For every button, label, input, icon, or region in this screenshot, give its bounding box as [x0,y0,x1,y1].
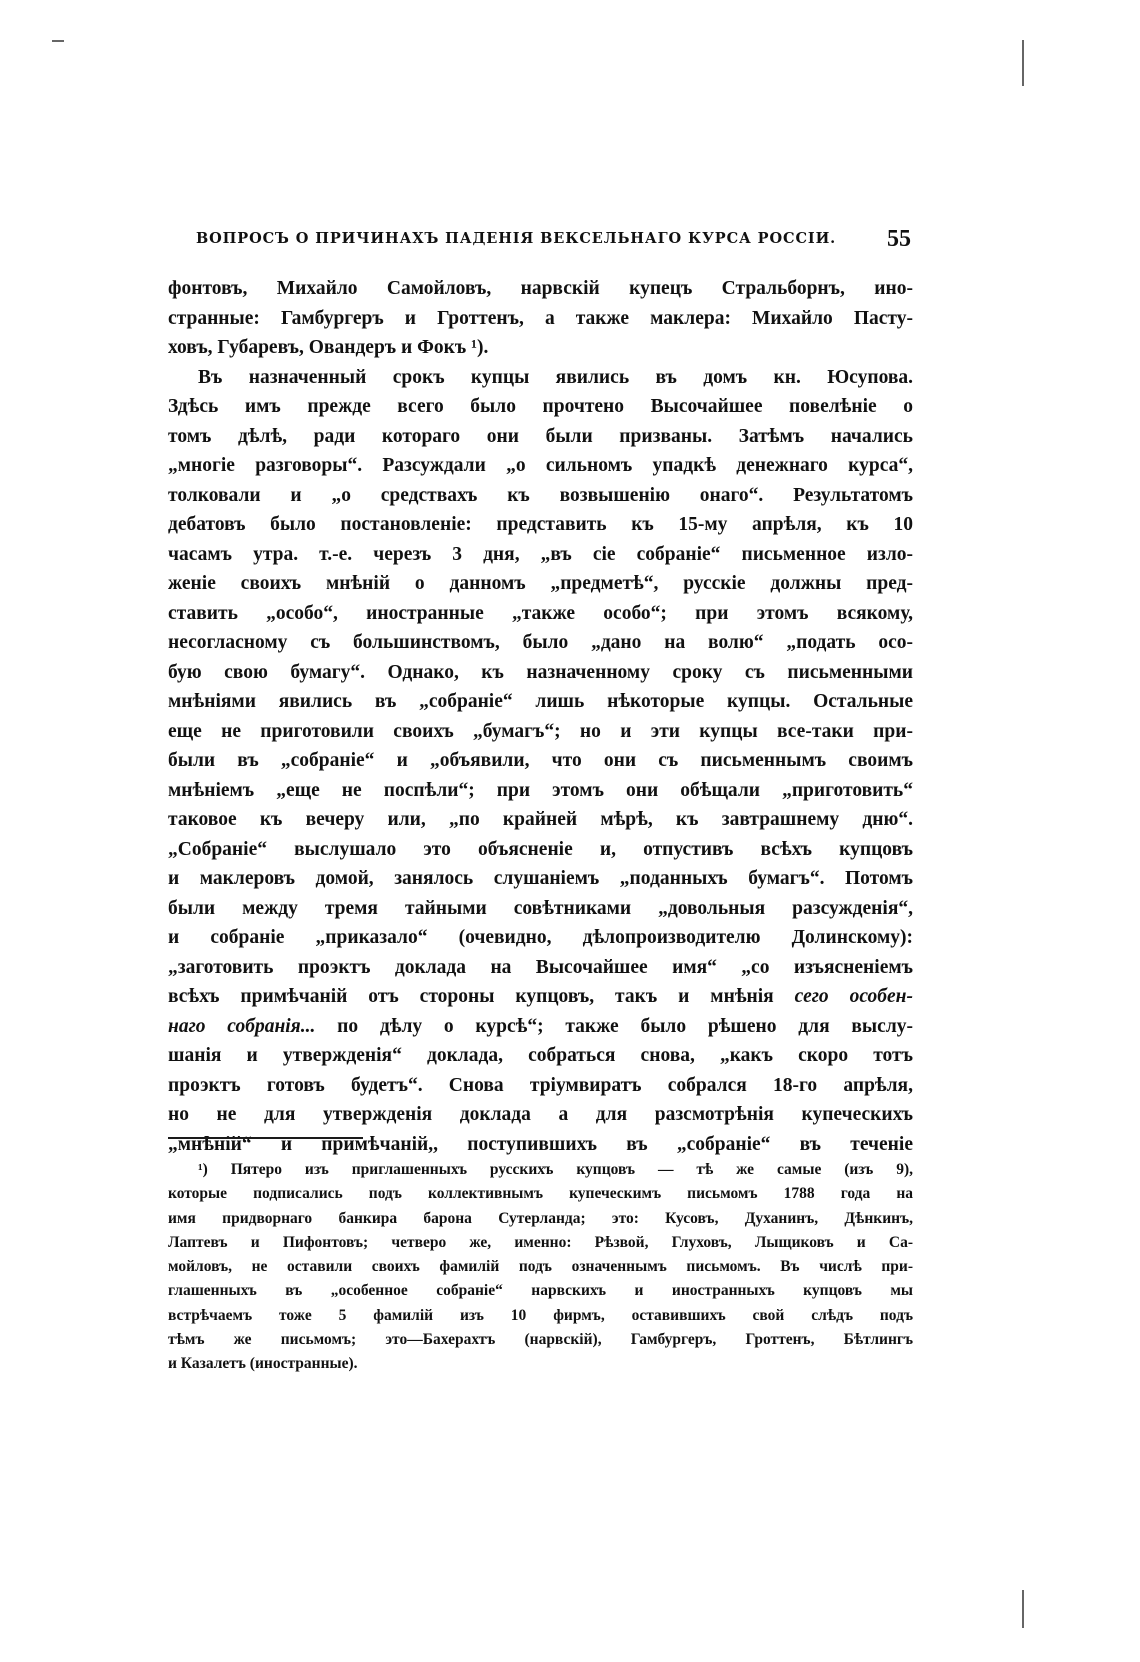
text-line: проэктъ готовъ будетъ“. Снова тріумвиратъ собрался 18-го апрѣля, [168,1074,913,1096]
right-margin-mark-bottom [1022,1590,1024,1628]
text-line: были въ „собраніе“ и „объявили, что они съ письменнымъ своимъ [168,750,913,771]
text-line: еще не приготовили своихъ „бумагъ“; но и эти купцы все-таки при- [168,720,913,742]
footnote-line: встрѣчаемъ тоже 5 фамилій изъ 10 фирмъ, оставившихъ свой слѣдъ подъ [168,1306,913,1324]
text-line-with-italic [168,982,913,1012]
footnote-line: Лаптевъ и Пифонтовъ; четверо же, именно: Рѣзвой, Глуховъ, Лыщиковъ и Са- [168,1233,913,1251]
text-line-with-italic [168,1012,913,1042]
footnote [168,1158,913,1377]
text-line: женіе своихъ мнѣній о данномъ „предметѣ“, русскіе должны пред- [168,573,913,594]
text-line: и маклеровъ домой, занялось слушаніемъ „поданныхъ бумагъ“. Потомъ [168,868,913,889]
page-number: 55 [887,226,911,252]
italic-fragment: сего особен- [794,986,913,1007]
text-line: „Собраніе“ выслушало это объясненіе и, отпустивъ всѣхъ купцовъ [168,838,913,860]
text-line: и собраніе „приказало“ (очевидно, дѣлопроизводителю Долинскому): [168,927,913,948]
text-line: толковали и „о средствахъ къ возвышенію онаго“. Результатомъ [168,484,913,506]
text-fragment: всѣхъ примѣчаній отъ стороны купцовъ, такъ и мнѣнія [168,986,795,1007]
text-line: шанія и утвержденія“ доклада, собраться снова, „какъ скоро тотъ [168,1045,913,1066]
text-line: Здѣсь имъ прежде всего было прочтено Высочайшее повелѣніе о [168,396,913,417]
footnote-line: имя придворнаго банкира барона Сутерланда; это: Кусовъ, Духанинъ, Дѣнкинъ, [168,1209,913,1227]
footnote-line: мойловъ, не оставили своихъ фамилій подъ означеннымъ письмомъ. Въ числѣ при- [168,1258,913,1276]
text-line: дебатовъ было постановленіе: представить къ 15-му апрѣля, къ 10 [168,514,913,535]
footnote-line: глашенныхъ въ „особенное собраніе“ нарвскихъ и иностранныхъ купцовъ мы [168,1282,913,1300]
text-line: Въ назначенный срокъ купцы явились въ домъ кн. Юсупова. [198,366,913,388]
text-line: фонтовъ, Михайло Самойловъ, нарвскій купецъ Стральборнъ, ино- [168,278,913,299]
footnote-separator [168,1137,363,1139]
text-line: несогласному съ большинствомъ, было „дано на волю“ „подать осо- [168,632,913,653]
text-line: часамъ утра. т.-е. черезъ 3 дня, „въ сіе собраніе“ письменное изло- [168,543,913,565]
running-header [196,226,911,256]
text-line: таковое къ вечеру или, „по крайней мѣрѣ, къ завтрашнему дню“. [168,809,913,830]
text-line: ставить „особо“, иностранные „также особо“; при этомъ всякому, [168,602,913,624]
right-margin-mark-top [1022,40,1024,86]
text-line: „заготовить проэктъ доклада на Высочайшее имя“ „со изъясненіемъ [168,956,913,978]
text-line: „многіе разговоры“. Разсуждали „о сильномъ упадкѣ денежнаго курса“, [168,455,913,476]
text-line: томъ дѣлѣ, ради которaго они были призваны. Затѣмъ начались [168,425,913,447]
text-line: ховъ, Губаревъ, Овандеръ и Фокъ ¹). [168,337,489,358]
footnote-line: и Казалетъ (иностранные). [168,1355,358,1373]
main-text [168,274,913,1159]
footnote-line: ¹) Пятеро изъ приглашенныхъ русскихъ купцовъ — тѣ же самые (изъ 9), [198,1161,913,1178]
left-margin-mark [52,40,64,42]
footnote-line: тѣмъ же письмомъ; это—Бахерахтъ (нарвскій), Гамбургеръ, Гроттенъ, Бѣтлингъ [168,1331,913,1349]
text-line: мнѣніемъ „еще не поспѣли“; при этомъ они обѣщали „приготовить“ [168,779,913,801]
italic-fragment: наго собранія... [168,1015,316,1037]
footnote-line: которые подписались подъ коллективнымъ купеческимъ письмомъ 1788 года на [168,1185,913,1203]
text-line: но не для утвержденія доклада а для разсмотрѣнія купеческихъ [168,1104,913,1125]
text-line: были между тремя тайными совѣтниками „довольныя разсужденія“, [168,897,913,919]
text-line: „мнѣній“ и примѣчаній,, поступившихъ въ „собраніе“ въ теченіе [168,1133,913,1155]
text-line: мнѣніями явились въ „собраніе“ лишь нѣкоторые купцы. Остальные [168,691,913,712]
text-fragment: по дѣлу о курсѣ“; также было рѣшено для выслу- [315,1015,913,1037]
text-line: бую свою бумагу“. Однако, къ назначенному сроку съ письменными [168,661,913,683]
text-line: странные: Гамбургеръ и Гроттенъ, а также маклера: Михайло Пасту- [168,307,913,329]
running-title: ВОПРОСЪ О ПРИЧИНАХЪ ПАДЕНІЯ ВЕКСЕЛЬНАГО КУРСА РОССІИ. [196,230,837,247]
